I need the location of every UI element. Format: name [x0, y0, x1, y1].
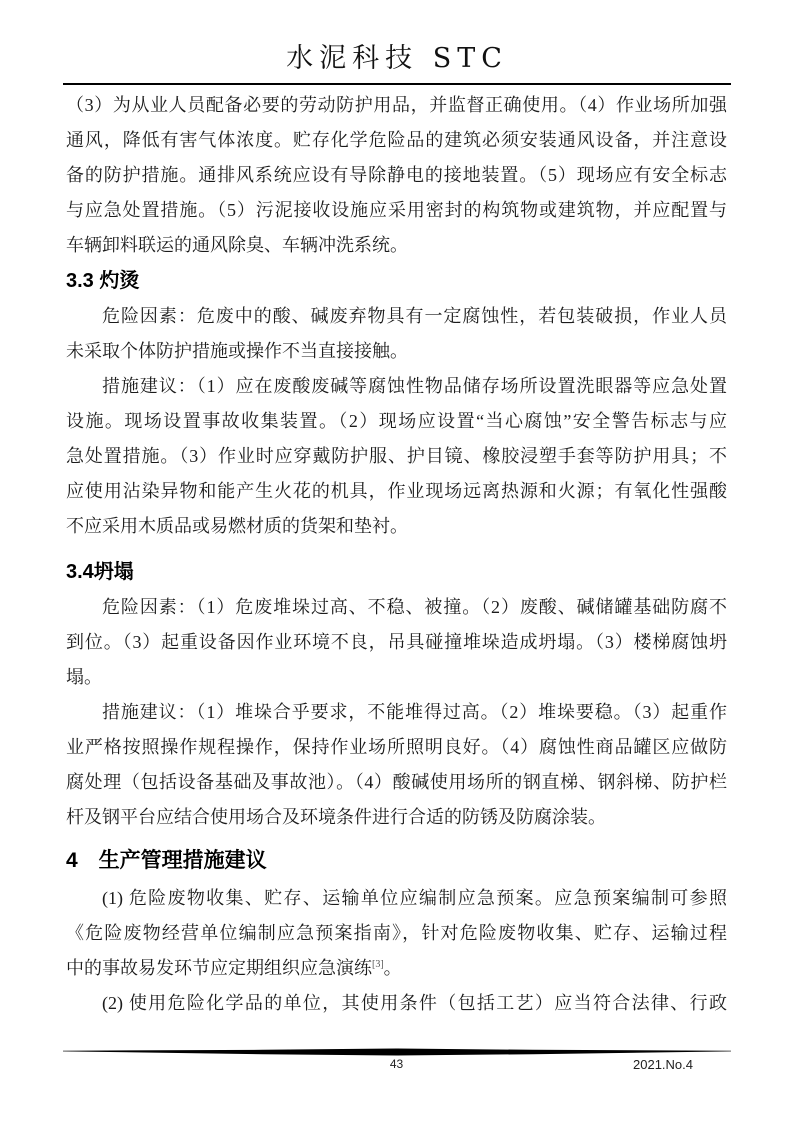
body-line: 与应急处置措施。（5）污泥接收设施应采用密封的构筑物或建筑物，并应配置与: [66, 200, 727, 220]
body-line: (2) 使用危险化学品的单位，其使用条件（包括工艺）应当符合法律、行政: [102, 993, 727, 1013]
body-line: 车辆卸料联运的通风除臭、车辆冲洗系统。: [66, 235, 408, 255]
journal-title: 水泥科技 STC: [286, 43, 508, 74]
body-line: 未采取个体防护措施或操作不当直接接触。: [66, 341, 408, 361]
page-body: [66, 88, 727, 1021]
body-line: 杆及钢平台应结合使用场合及环境条件进行合适的防锈及防腐涂装。: [66, 807, 606, 827]
section-heading-3-4: 3.4坍塌: [66, 561, 134, 583]
body-line: 措施建议：（1）应在废酸废碱等腐蚀性物品储存场所设置洗眼器等应急处置: [102, 376, 727, 396]
header-rule: [63, 83, 731, 85]
body-line: 到位。（3）起重设备因作业环境不良，吊具碰撞堆垛造成坍塌。（3）楼梯腐蚀坍: [66, 632, 727, 652]
section-heading-3-3: 3.3 灼烫: [66, 270, 140, 292]
text-run: 中的事故易发环节应定期组织应急演练: [66, 958, 372, 978]
body-line: （3）为从业人员配备必要的劳动防护用品，并监督正确使用。（4）作业场所加强: [66, 95, 727, 115]
body-line: (1) 危险废物收集、贮存、运输单位应编制应急预案。应急预案编制可参照: [102, 888, 727, 908]
body-line: 业严格按照操作规程操作，保持作业场所照明良好。（4）腐蚀性商品罐区应做防: [66, 737, 727, 757]
body-line: 应使用沾染异物和能产生火花的机具，作业现场远离热源和火源；有氧化性强酸: [66, 481, 727, 501]
issue-label: 2021.No.4: [633, 1057, 693, 1072]
body-line: 危险因素：危废中的酸、碱废弃物具有一定腐蚀性，若包装破损，作业人员: [102, 306, 727, 326]
page-header: [63, 0, 731, 85]
footer-rule: [63, 1048, 731, 1056]
body-line: 腐处理（包括设备基础及事故池）。（4）酸碱使用场所的钢直梯、钢斜梯、防护栏: [66, 772, 727, 792]
text-run: 。: [383, 958, 402, 978]
body-line: [66, 951, 727, 986]
citation-ref: [3]: [372, 959, 384, 970]
body-line: 《危险废物经营单位编制应急预案指南》，针对危险废物收集、贮存、运输过程: [66, 923, 727, 943]
body-line: 危险因素：（1）危废堆垛过高、不稳、被撞。（2）废酸、碱储罐基础防腐不: [102, 597, 727, 617]
body-line: 急处置措施。（3）作业时应穿戴防护服、护目镜、橡胶浸塑手套等防护用具；不: [66, 446, 727, 466]
body-line: 塌。: [66, 667, 102, 687]
body-line: 措施建议：（1）堆垛合乎要求，不能堆得过高。（2）堆垛要稳。（3）起重作: [102, 702, 727, 722]
body-line: 不应采用木质品或易燃材质的货架和垫衬。: [66, 516, 408, 536]
body-line: 备的防护措施。通排风系统应设有导除静电的接地装置。（5）现场应有安全标志: [66, 165, 727, 185]
body-line: 通风，降低有害气体浓度。贮存化学危险品的建筑必须安装通风设备，并注意设: [66, 130, 727, 150]
page-number: 43: [389, 1057, 404, 1071]
body-line: 设施。现场设置事故收集装置。（2）现场应设置“当心腐蚀”安全警告标志与应: [66, 411, 727, 431]
section-heading-4: 4 生产管理措施建议: [66, 849, 267, 872]
